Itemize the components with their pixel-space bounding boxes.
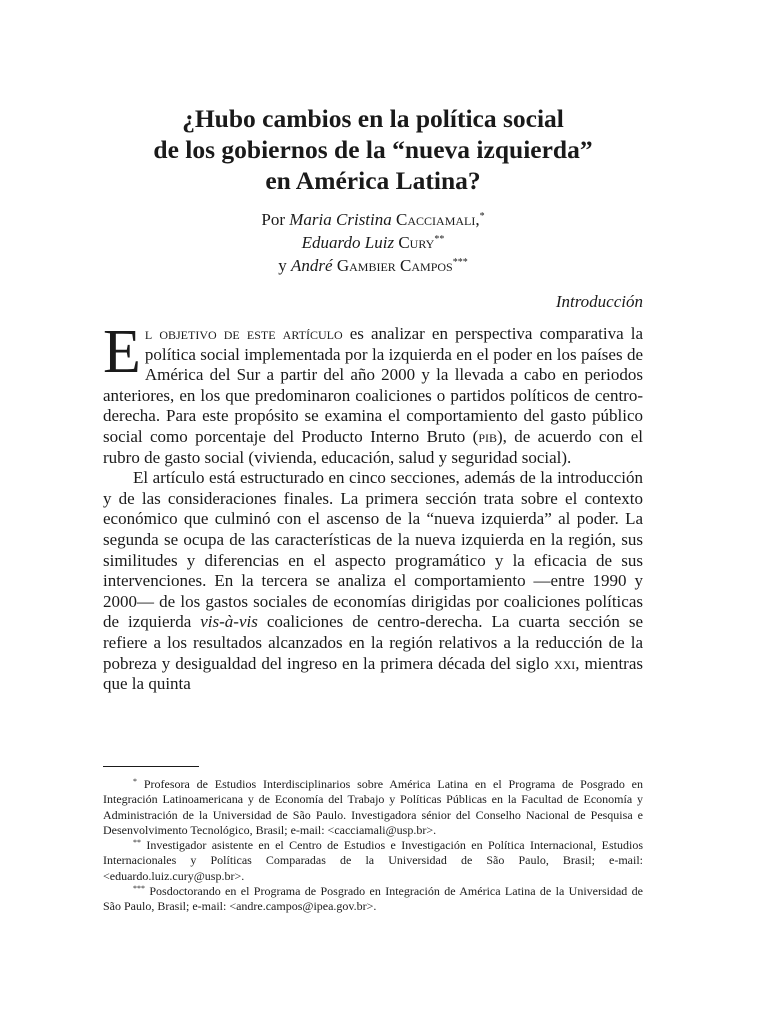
author-given-name: Maria Cristina [289,210,392,229]
footnotes [103,777,643,915]
title-line-2: de los gobiernos de la “nueva izquierda” [153,135,593,164]
paragraph [103,468,643,695]
footnote [103,838,643,884]
italic-term: vis-à-vis [200,612,258,632]
footnote-mark: ** [133,838,141,848]
author-prefix: Por [261,210,290,229]
footnote-marker[interactable]: ** [434,234,445,245]
paragraph-text: es analizar en perspectiva comparativa la política social implementada por la izquierda en el poder en los países de América del Sur a partir del año 2000 y la llevada a cabo en periodos anteriores, en los que predominaron coaliciones o partidos políticos de centro-derecha. Para este propósito se examina el comportamiento del gasto público social como porcentaje del Producto Interno Bruto ( [103,324,643,446]
author-list [103,208,643,277]
author-family-name: Cury [398,233,435,252]
abbreviation: pib [478,426,498,446]
author-prefix: y [278,256,292,275]
paragraph-text: ), de acuerdo con el rubro de gasto social (vivienda, educación, salud y seguridad social). [103,426,643,467]
footnote-mark: * [133,777,137,786]
lead-in-small-caps: l objetivo de este artículo [144,324,343,343]
paragraph-text: , mientras que la quinta [103,653,644,694]
author-family-name: Gambier Campos [336,256,453,275]
drop-cap: E [103,318,141,386]
footnote-marker[interactable]: * [479,211,485,222]
footnote-text: Profesora de Estudios Interdisciplinarios sobre América Latina en el Programa de Posgrado en Integración Latinoamericana y de Economía del Trabajo y Políticas Públicas en la Facultad de Economía y Administración de la Universidad de São Paulo. Investigadora sénior del Conselho Nacional de Pesquisa e Desenvolvimento Tecnológico, Brasil; e-mail: <cacciamali@usp.br>. [103,777,643,837]
section-heading: Introducción [555,292,643,311]
paragraph [103,318,643,468]
title-line-1: ¿Hubo cambios en la política social [182,104,564,133]
paragraph-text: El artículo está estructurado en cinco secciones, además de la introducción y de las consideraciones finales. La primera sección trata sobre el contexto económico que culminó con el ascenso de la “nueva izquierda” al poder. La segunda se ocupa de las características de la nueva izquierda en la región, sus similitudes y diferencias en el aspecto programático y la eficacia de sus intervenciones. En la tercera se analiza el comportamiento —entre 1990 y 2000— de los gastos sociales de economías dirigidas por coaliciones políticas de izquierda [103,468,643,632]
author-line-2 [103,231,643,254]
footnote [103,884,643,915]
author-given-name: André [291,256,333,275]
footnote-text: Posdoctorando en el Programa de Posgrado en Integración de América Latina de la Universidad de São Paulo, Brasil; e-mail: <andre.campos@ipea.gov.br>. [103,884,643,914]
author-given-name: Eduardo Luiz [301,233,395,252]
article-title [103,103,643,196]
paragraph-text: coaliciones de centro-derecha. La cuarta sección se refiere a los resultados alcanzados en la región relativos a la reducción de la pobreza y desigualdad del ingreso en la primera década del siglo [103,612,644,673]
body-text [103,318,644,695]
footnote-mark: *** [133,884,145,894]
author-line-3 [103,254,643,277]
author-separator: , [475,210,480,229]
footnote-text: Investigador asistente en el Centro de Estudios e Investigación en Política Internacional, Estudios Internacionales y Políticas Comparadas de la Universidad de São Paulo, Brasil; e-mail: <eduardo.luiz.cury@usp.br>. [103,838,643,883]
title-line-3: en América Latina? [265,166,481,195]
author-line-1 [103,208,643,231]
footnote-divider [103,766,199,767]
author-family-name: Cacciamali [396,210,476,229]
footnote-marker[interactable]: *** [452,257,468,268]
footnote [103,777,643,838]
century-numeral: xxi [553,653,576,673]
